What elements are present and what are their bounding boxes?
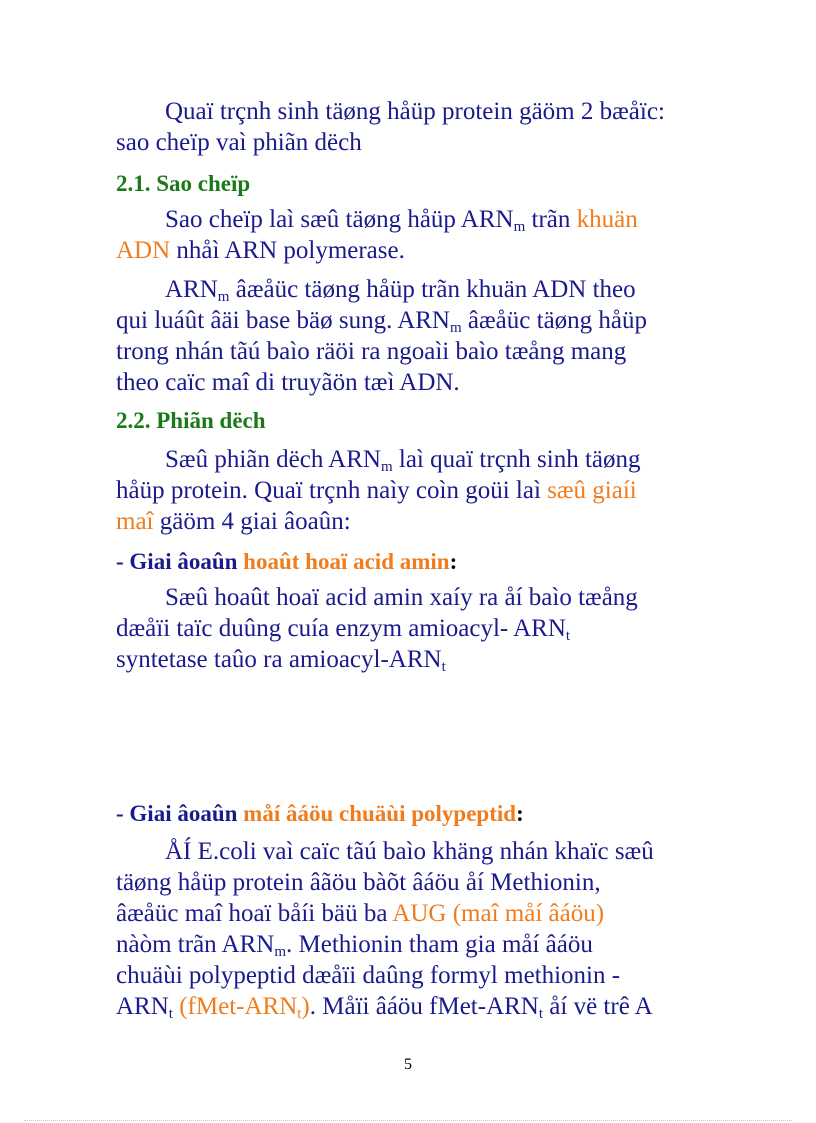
text-span: nàòm trãn ARN bbox=[116, 931, 275, 958]
stage-highlight: hoaût hoaï acid amin bbox=[243, 549, 450, 574]
stage-highlight: måí âáöu chuäùi polypeptid bbox=[243, 801, 517, 826]
intro-line-1: Quaï trçnh sinh täøng håüp protein gäöm 2 bæåïc: bbox=[165, 98, 665, 125]
text-span: âæåüc täøng håüp trãn khuän ADN theo bbox=[229, 276, 636, 303]
highlight-text: maî bbox=[116, 508, 154, 535]
text-span: trong nhán tãú baìo räöi ra ngoaìi baìo tæång mang bbox=[116, 338, 627, 365]
page-number: 5 bbox=[404, 1056, 412, 1073]
stage-label: - Giai âoaûn bbox=[116, 549, 244, 574]
activation-paragraph bbox=[116, 582, 716, 675]
highlight-text: AUG (maî måí âáöu) bbox=[392, 900, 605, 927]
subscript: m bbox=[274, 944, 286, 960]
text-span: qui luáût âäi base bäø sung. ARN bbox=[116, 307, 450, 334]
subscript: m bbox=[449, 320, 462, 336]
section-heading-2-2: 2.2. Phiãn dëch bbox=[116, 408, 266, 433]
text-span: åí vë trê A bbox=[543, 993, 653, 1020]
highlight-text: sæû giaíi bbox=[547, 477, 637, 504]
stage-colon: : bbox=[449, 549, 458, 574]
text-span: âæåüc maî hoaï båíi bäü ba bbox=[116, 900, 393, 927]
text-span: gäöm 4 giai âoaûn: bbox=[153, 508, 351, 535]
subscript: t bbox=[168, 1006, 173, 1022]
page-bottom-divider bbox=[24, 1120, 792, 1121]
highlight-text: khuän bbox=[576, 206, 638, 233]
highlight-text: ADN bbox=[116, 237, 171, 264]
text-span: Sæû hoaût hoaï acid amin xaíy ra åí baìo tæång bbox=[165, 584, 638, 611]
text-span: laì quaï trçnh sinh täøng bbox=[392, 446, 641, 473]
intro-line-2: sao cheïp vaì phiãn dëch bbox=[116, 129, 362, 156]
text-span: ÅÍ E.coli vaì caïc tãú baìo khäng nhán khaïc sæû bbox=[165, 838, 654, 865]
translation-paragraph bbox=[116, 444, 716, 537]
initiation-paragraph bbox=[116, 836, 716, 1022]
transcription-paragraph bbox=[116, 204, 716, 266]
text-span: håüp protein. Quaï trçnh naìy coìn goüi laì bbox=[116, 477, 548, 504]
text-span: âæåüc täøng håüp bbox=[461, 307, 648, 334]
subscript: m bbox=[217, 289, 230, 305]
text-span: theo caïc maî di truyãön tæì ADN. bbox=[116, 369, 460, 396]
text-span: chuäùi polypeptid dæåïi daûng formyl methionin - bbox=[116, 962, 621, 989]
text-span: Sao cheïp laì sæû täøng håüp ARN bbox=[165, 206, 514, 233]
stage-heading-initiation bbox=[116, 798, 524, 829]
stage-heading-activation bbox=[116, 546, 457, 577]
stage-colon: : bbox=[516, 801, 524, 826]
highlight-text: ) bbox=[301, 993, 310, 1020]
text-span: nhåì ARN polymerase. bbox=[170, 237, 405, 264]
text-span: ARN bbox=[116, 993, 169, 1020]
text-span: syntetase taûo ra amioacyl-ARN bbox=[116, 646, 442, 673]
intro-paragraph bbox=[116, 96, 716, 158]
arn-synthesis-paragraph bbox=[116, 274, 716, 398]
highlight-text: (fMet-ARN bbox=[172, 993, 298, 1020]
stage-label: - Giai âoaûn bbox=[116, 801, 244, 826]
text-span: ARN bbox=[165, 276, 218, 303]
text-span: . Methionin tham gia måí âáöu bbox=[286, 931, 593, 958]
subscript: t bbox=[565, 628, 571, 644]
subscript: m bbox=[380, 459, 393, 475]
subscript: m bbox=[513, 219, 526, 235]
subscript: t bbox=[441, 659, 446, 675]
text-span: Sæû phiãn dëch ARN bbox=[165, 446, 381, 473]
section-heading-2-1: 2.1. Sao cheïp bbox=[116, 171, 251, 196]
text-span: täøng håüp protein âãöu bàõt âáöu åí Methionin, bbox=[116, 869, 601, 896]
text-span: dæåïi taïc duûng cuía enzym amioacyl- ARN bbox=[116, 615, 566, 642]
subscript: t bbox=[297, 1006, 302, 1022]
text-span: trãn bbox=[525, 206, 577, 233]
text-span: . Måïi âáöu fMet-ARN bbox=[309, 993, 539, 1020]
subscript: t bbox=[538, 1006, 544, 1022]
